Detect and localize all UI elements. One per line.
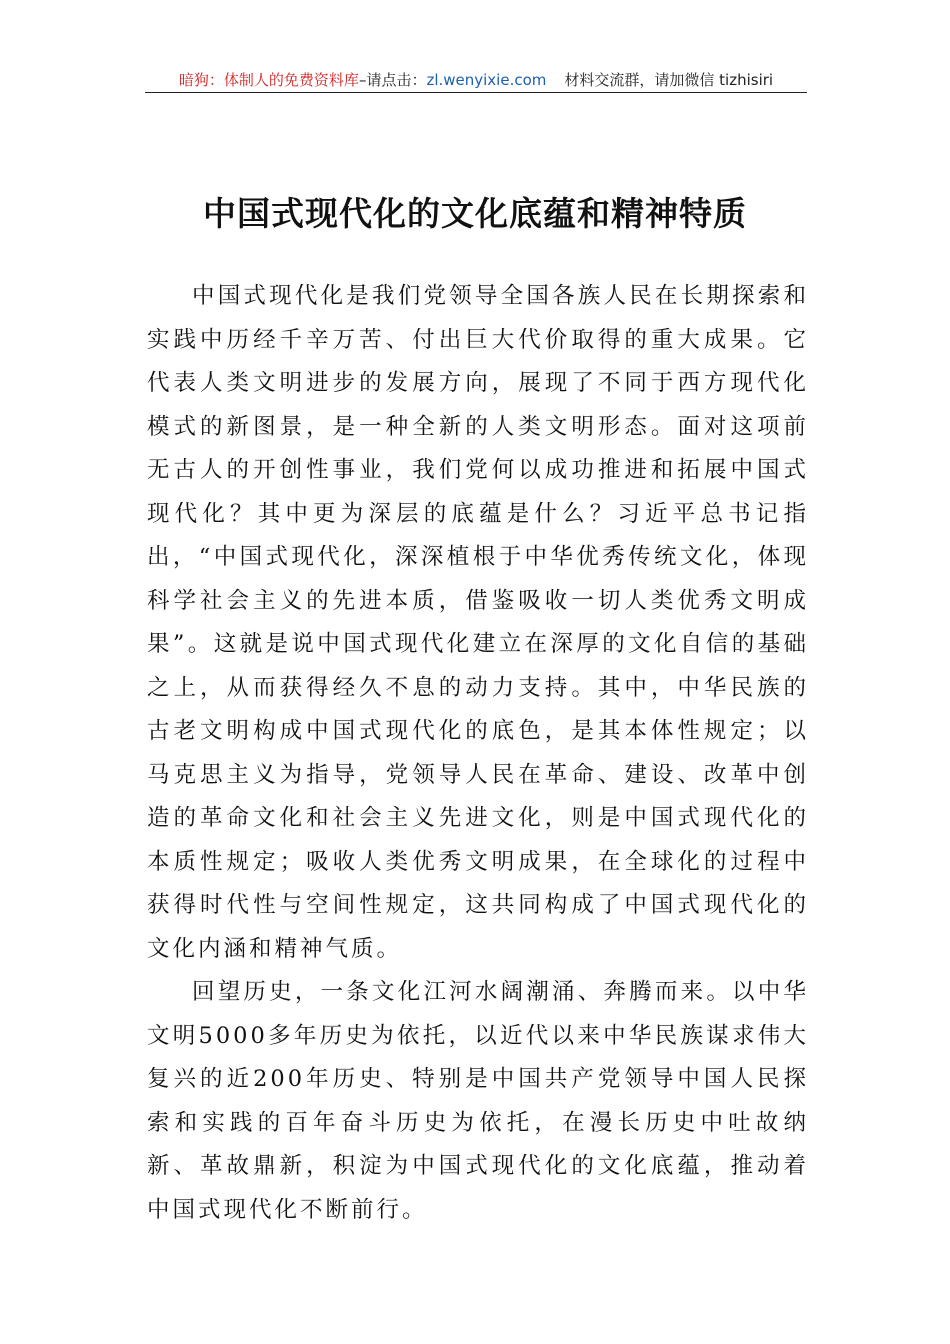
document-body xyxy=(147,275,809,1232)
page-header xyxy=(145,68,807,93)
header-link-prompt: –请点击： xyxy=(358,71,427,89)
header-brand: 暗狗：体制人的免费资料库 xyxy=(178,71,359,89)
document-title: 中国式现代化的文化底蕴和精神特质 xyxy=(203,194,747,234)
paragraph-1: 中国式现代化是我们党领导全国各族人民在长期探索和实践中历经千辛万苦、付出巨大代价取得的重大成果。它代表人类文明进步的发展方向，展现了不同于西方现代化模式的新图景，是一种全新的人类文明形态。面对这项前无古人的开创性事业，我们党何以成功推进和拓展中国式现代化？其中更为深层的底蕴是什么？习近平总书记指出，“中国式现代化，深深植根于中华优秀传统文化，体现科学社会主义的先进本质，借鉴吸收一切人类优秀文明成果”。这就是说中国式现代化建立在深厚的文化自信的基础之上，从而获得经久不息的动力支持。其中，中华民族的古老文明构成中国式现代化的底色，是其本体性规定；以马克思主义为指导，党领导人民在革命、建设、改革中创造的革命文化和社会主义先进文化，则是中国式现代化的本质性规定；吸收人类优秀文明成果，在全球化的过程中获得时代性与空间性规定，这共同构成了中国式现代化的文化内涵和精神气质。 xyxy=(147,283,809,962)
paragraph-2: 回望历史，一条文化江河水阔潮涌、奔腾而来。以中华文明5000多年历史为依托，以近代以来中华民族谋求伟大复兴的近200年历史、特别是中国共产党领导中国人民探索和实践的百年奋斗历史为依托，在漫长历史中吐故纳新、革故鼎新，积淀为中国式现代化的文化底蕴，推动着中国式现代化不断前行。 xyxy=(147,979,809,1223)
header-contact: 材料交流群，请加微信 tizhisiri xyxy=(564,71,774,89)
header-link[interactable]: zl.wenyixie.com xyxy=(426,71,547,89)
